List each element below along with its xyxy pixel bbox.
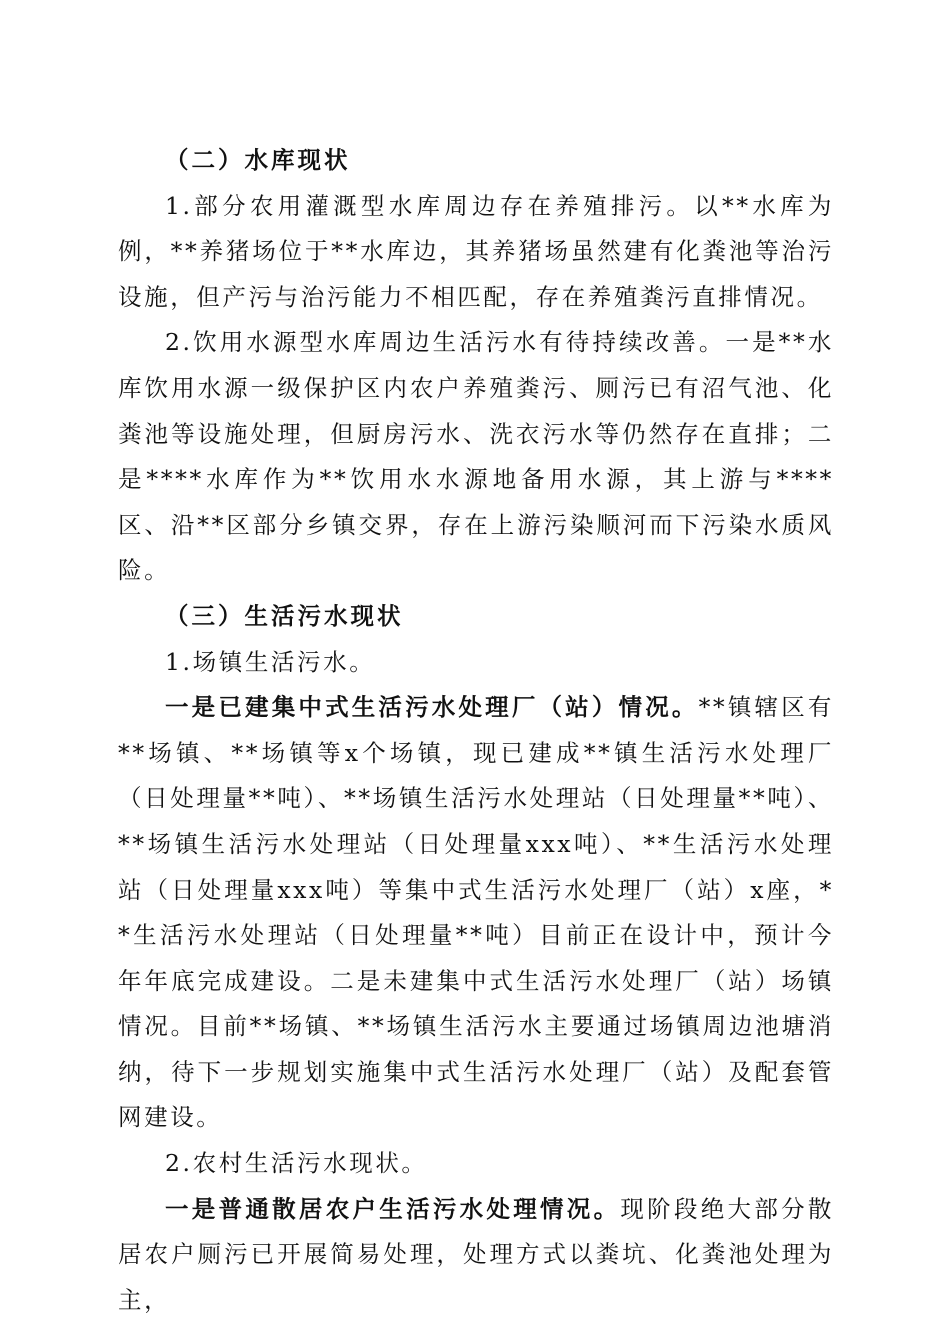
section-heading-sewage: （三）生活污水现状 [165,601,404,630]
paragraph-body-text: **镇辖区有**场镇、**场镇等x个场镇，现已建成**镇生活污水处理厂（日处理量**吨）、**场镇生活污水处理站（日处理量**吨）、**场镇生活污水处理站（日处理量xxx吨）、**生活污水处理站（日处理量xxx吨）等集中式生活污水处理厂（站）x座，**生活污水处理站（日处理量**吨）目前正在设计中，预计今年年底完成建设。二是未建集中式生活污水处理厂（站）场镇情况。目前**场镇、**场镇生活污水主要通过场镇周边池塘消纳，待下一步规划实施集中式生活污水处理厂（站）及配套管网建设。 [118,693,834,1132]
section-heading-reservoir: （二）水库现状 [165,146,351,174]
paragraph-lead-text: 一是普通散居农户生活污水处理情况。 [165,1194,621,1223]
paragraph-rural-sewage [118,1187,834,1324]
subheading-rural-sewage: 2.农村生活污水现状。 [165,1149,428,1178]
paragraph-lead-text: 一是已建集中式生活污水处理厂（站）情况。 [165,693,699,722]
subheading-town-sewage: 1.场镇生活污水。 [165,647,376,676]
document-body [118,138,834,1323]
paragraph-body-text: 现阶段绝大部分散居农户厕污已开展简易处理，处理方式以粪坑、化粪池处理为主， [118,1194,834,1314]
paragraph-reservoir-2: 2.饮用水源型水库周边生活污水有待持续改善。一是**水库饮用水源一级保护区内农户养殖粪污、厕污已有沼气池、化粪池等设施处理，但厨房污水、洗衣污水等仍然存在直排；二是****水库作为**饮用水水源地备用水源，其上游与****区、沿**区部分乡镇交界，存在上游污染顺河而下污染水质风险。 [118,328,834,585]
paragraph-reservoir-1: 1.部分农用灌溉型水库周边存在养殖排污。以**水库为例，**养猪场位于**水库边，其养猪场虽然建有化粪池等治污设施，但产污与治污能力不相匹配，存在养殖粪污直排情况。 [118,191,834,311]
paragraph-town-sewage [118,685,834,1141]
